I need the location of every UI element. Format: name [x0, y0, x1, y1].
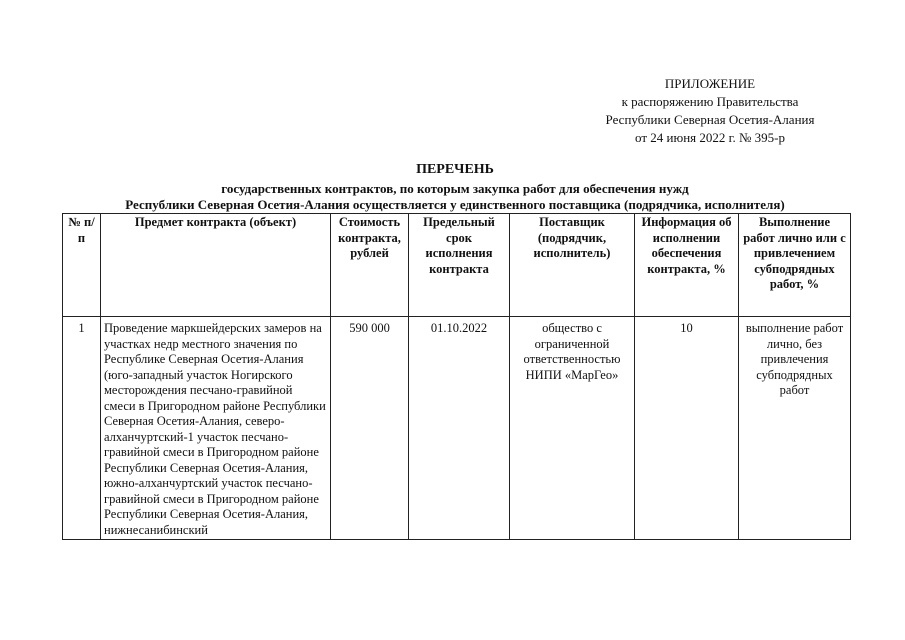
appendix-line-1: ПРИЛОЖЕНИЕ: [664, 76, 756, 91]
contracts-table: [62, 213, 851, 540]
document-subtitle-line-1: государственных контрактов, по которым закупка работ для обеспечения нужд: [221, 181, 689, 196]
document-title-block: [60, 162, 850, 213]
header-subject: Предмет контракта (объект): [101, 214, 331, 317]
cell-execution: выполнение работ лично, без привлечения субподрядных работ: [739, 317, 851, 540]
table-row: [63, 317, 851, 540]
cell-number: 1: [63, 317, 101, 540]
header-number: № п/п: [63, 214, 101, 317]
appendix-line-3: Республики Северная Осетия-Алания: [605, 112, 815, 127]
header-supplier: Поставщик (подрядчик, исполнитель): [510, 214, 635, 317]
header-execution: Выполнение работ лично или с привлечением субподрядных работ, %: [739, 214, 851, 317]
header-cost: Стоимость контракта, рублей: [331, 214, 409, 317]
header-deadline: Предельный срок исполнения контракта: [409, 214, 510, 317]
appendix-line-4: от 24 июня 2022 г. № 395-р: [635, 130, 785, 145]
document-subtitle-line-2: Республики Северная Осетия-Алания осуществляется у единственного поставщика (подрядчика, исполнителя): [125, 197, 785, 212]
table-header-row: [63, 214, 851, 317]
document-title: ПЕРЕЧЕНЬ: [416, 162, 494, 177]
appendix-line-2: к распоряжению Правительства: [621, 94, 799, 109]
header-security-info: Информация об исполнении обеспечения контракта, %: [635, 214, 739, 317]
cell-subject: Проведение маркшейдерских замеров на участках недр местного значения по Республике Северная Осетия-Алания (юго-западный участок Ногирского месторождения песчано-гравийной смеси в Пригородном районе Республики Северная Осетия-Алания, северо-алханчуртский-1 участок песчано-гравийной смеси в Пригородном районе Республики Северная Осетия-Алания, южно-алханчуртский участок песчано-гравийной смеси в Пригородном районе Республики Северная Осетия-Алания, нижнесанибинский: [101, 317, 331, 540]
cell-supplier: общество с ограниченной ответственностью НИПИ «МарГео»: [510, 317, 635, 540]
cell-security-info: 10: [635, 317, 739, 540]
cell-cost: 590 000: [331, 317, 409, 540]
appendix-header: [560, 75, 860, 147]
cell-deadline: 01.10.2022: [409, 317, 510, 540]
